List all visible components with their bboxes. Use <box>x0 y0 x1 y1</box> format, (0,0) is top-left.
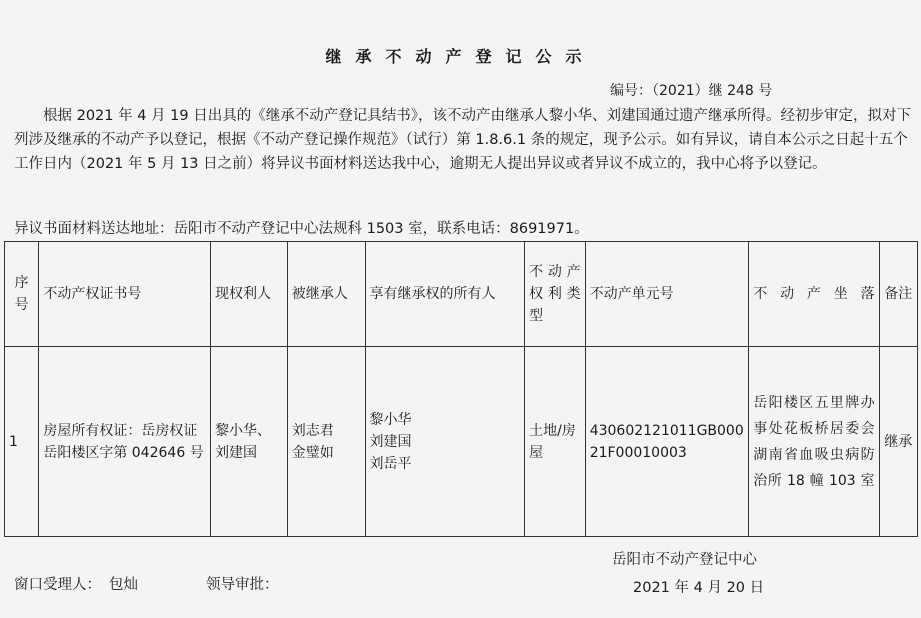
notice-paragraph: 根据 2021 年 4 月 19 日出具的《继承不动产登记具结书》，该不动产由继承人黎小华、刘建国通过遗产继承所得。经初步审定，拟对下列涉及继承的不动产予以登记，根据《不动产登记操作规范》（试行）第 1.8.6.1 条的规定，现予公示。如有异议，请自本公示之日起十五个工作日内（2021 年 5 月 13 日之前）将异议书面材料送达我中心，逾期无人提出异议或者异议不成立的，我中心将予以登记。 <box>14 108 911 172</box>
handler-line <box>14 573 146 594</box>
header-location: 不动产坐落 <box>749 242 879 347</box>
document-title: 继承不动产登记公示 <box>325 47 596 66</box>
cell-cert: 房屋所有权证：岳房权证岳阳楼区字第 042646 号 <box>39 347 211 537</box>
cell-unit: 430602121011GB00021F00010003 <box>585 347 749 537</box>
header-remark: 备注 <box>879 242 917 347</box>
document-number: 编号：（2021）继 248 号 <box>610 83 773 99</box>
header-type: 不动产权利类型 <box>525 242 586 347</box>
cell-holder: 黎小华、刘建国 <box>211 347 288 537</box>
cell-remark: 继承 <box>879 347 917 537</box>
approver-label: 领导审批： <box>206 577 279 593</box>
issuer-name: 岳阳市不动产登记中心 <box>612 552 757 568</box>
issue-date: 2021 年 4 月 20 日 <box>633 580 765 596</box>
header-cert: 不动产权证书号 <box>39 242 211 347</box>
objection-address: 异议书面材料送达地址：岳阳市不动产登记中心法规科 1503 室，联系电话：8691971。 <box>14 221 589 237</box>
cell-seq: 1 <box>5 347 39 537</box>
table-header-row <box>5 242 918 347</box>
cell-location: 岳阳楼区五里牌办事处花板桥居委会湖南省血吸虫病防治所 18 幢 103 室 <box>749 347 879 537</box>
property-table <box>4 241 918 537</box>
header-heirs: 享有继承权的所有人 <box>365 242 525 347</box>
cell-heirs: 黎小华 刘建国 刘岳平 <box>365 347 525 537</box>
header-seq: 序号 <box>5 242 39 347</box>
cell-type: 土地/房屋 <box>525 347 586 537</box>
handler-name: 包灿 <box>109 577 138 593</box>
table-row <box>5 347 918 537</box>
cell-deceased: 刘志君 金璧如 <box>287 347 365 537</box>
header-deceased: 被继承人 <box>287 242 365 347</box>
header-holder: 现权利人 <box>211 242 288 347</box>
handler-label: 窗口受理人： <box>14 577 101 593</box>
header-unit: 不动产单元号 <box>585 242 749 347</box>
